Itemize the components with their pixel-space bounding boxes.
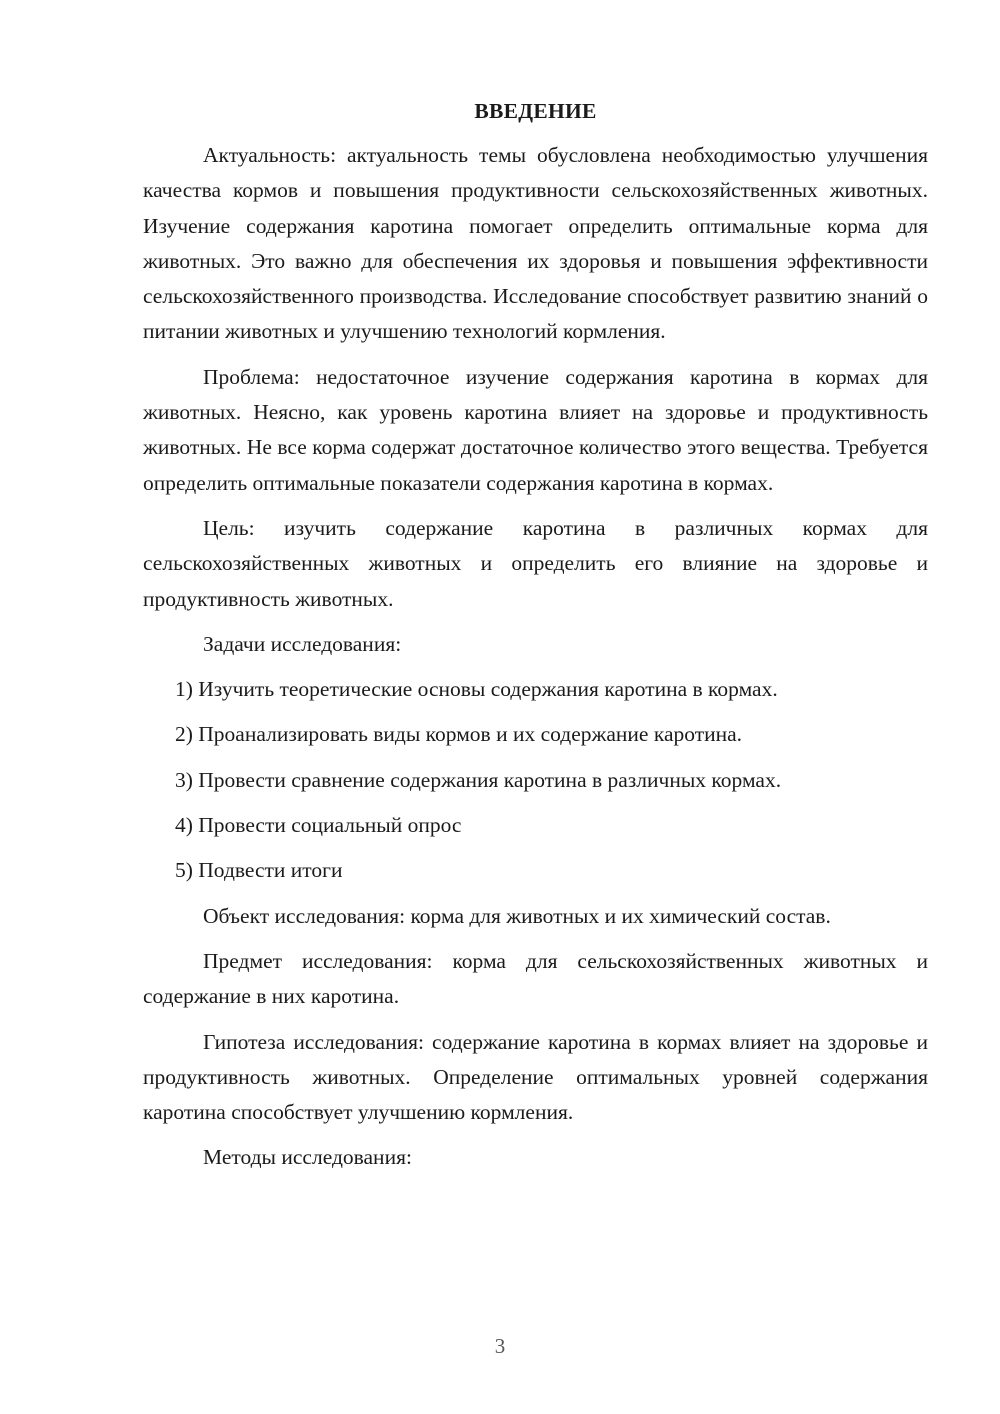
- paragraph-subject: Предмет исследования: корма для сельскохозяйственных животных и содержание в них каротина.: [143, 948, 928, 1009]
- paragraph-hypothesis: Гипотеза исследования: содержание каротина в кормах влияет на здоровье и продуктивность животных. Определение оптимальных уровней содержания каротина способствует улучшению кормления.: [143, 1029, 928, 1125]
- paragraph-goal: Цель: изучить содержание каротина в различных кормах для сельскохозяйственных животных и определить его влияние на здоровье и продуктивность животных.: [143, 515, 928, 611]
- page-number: 3: [494, 1334, 506, 1358]
- section-title: ВВЕДЕНИЕ: [474, 99, 597, 123]
- paragraph-problem: Проблема: недостаточное изучение содержания каротина в кормах для животных. Неясно, как уровень каротина влияет на здоровье и продуктивность животных. Не все корма содержат достаточное количество этого вещества. Требуется определить оптимальные показатели содержания каротина в кормах.: [143, 364, 928, 495]
- task-item: 4) Провести социальный опрос: [175, 813, 462, 838]
- tasks-heading: Задачи исследования:: [203, 631, 402, 656]
- task-item: 3) Провести сравнение содержания каротина в различных кормах.: [175, 767, 782, 792]
- paragraph-relevance: Актуальность: актуальность темы обусловлена необходимостью улучшения качества кормов и повышения продуктивности сельскохозяйственных животных. Изучение содержания каротина помогает определить оптимальные корма для животных. Это важно для обеспечения их здоровья и повышения эффективности сельскохозяйственного производства. Исследование способствует развитию знаний о питании животных и улучшению технологий кормления.: [143, 143, 928, 344]
- methods-heading: Методы исследования:: [203, 1145, 412, 1170]
- task-item: 5) Подвести итоги: [175, 858, 343, 883]
- task-item: 2) Проанализировать виды кормов и их содержание каротина.: [175, 722, 743, 747]
- paragraph-object: Объект исследования: корма для животных и их химический состав.: [203, 903, 831, 928]
- task-item: 1) Изучить теоретические основы содержания каротина в кормах.: [175, 677, 778, 702]
- document-page: [143, 96, 928, 1176]
- task-list: [143, 672, 928, 888]
